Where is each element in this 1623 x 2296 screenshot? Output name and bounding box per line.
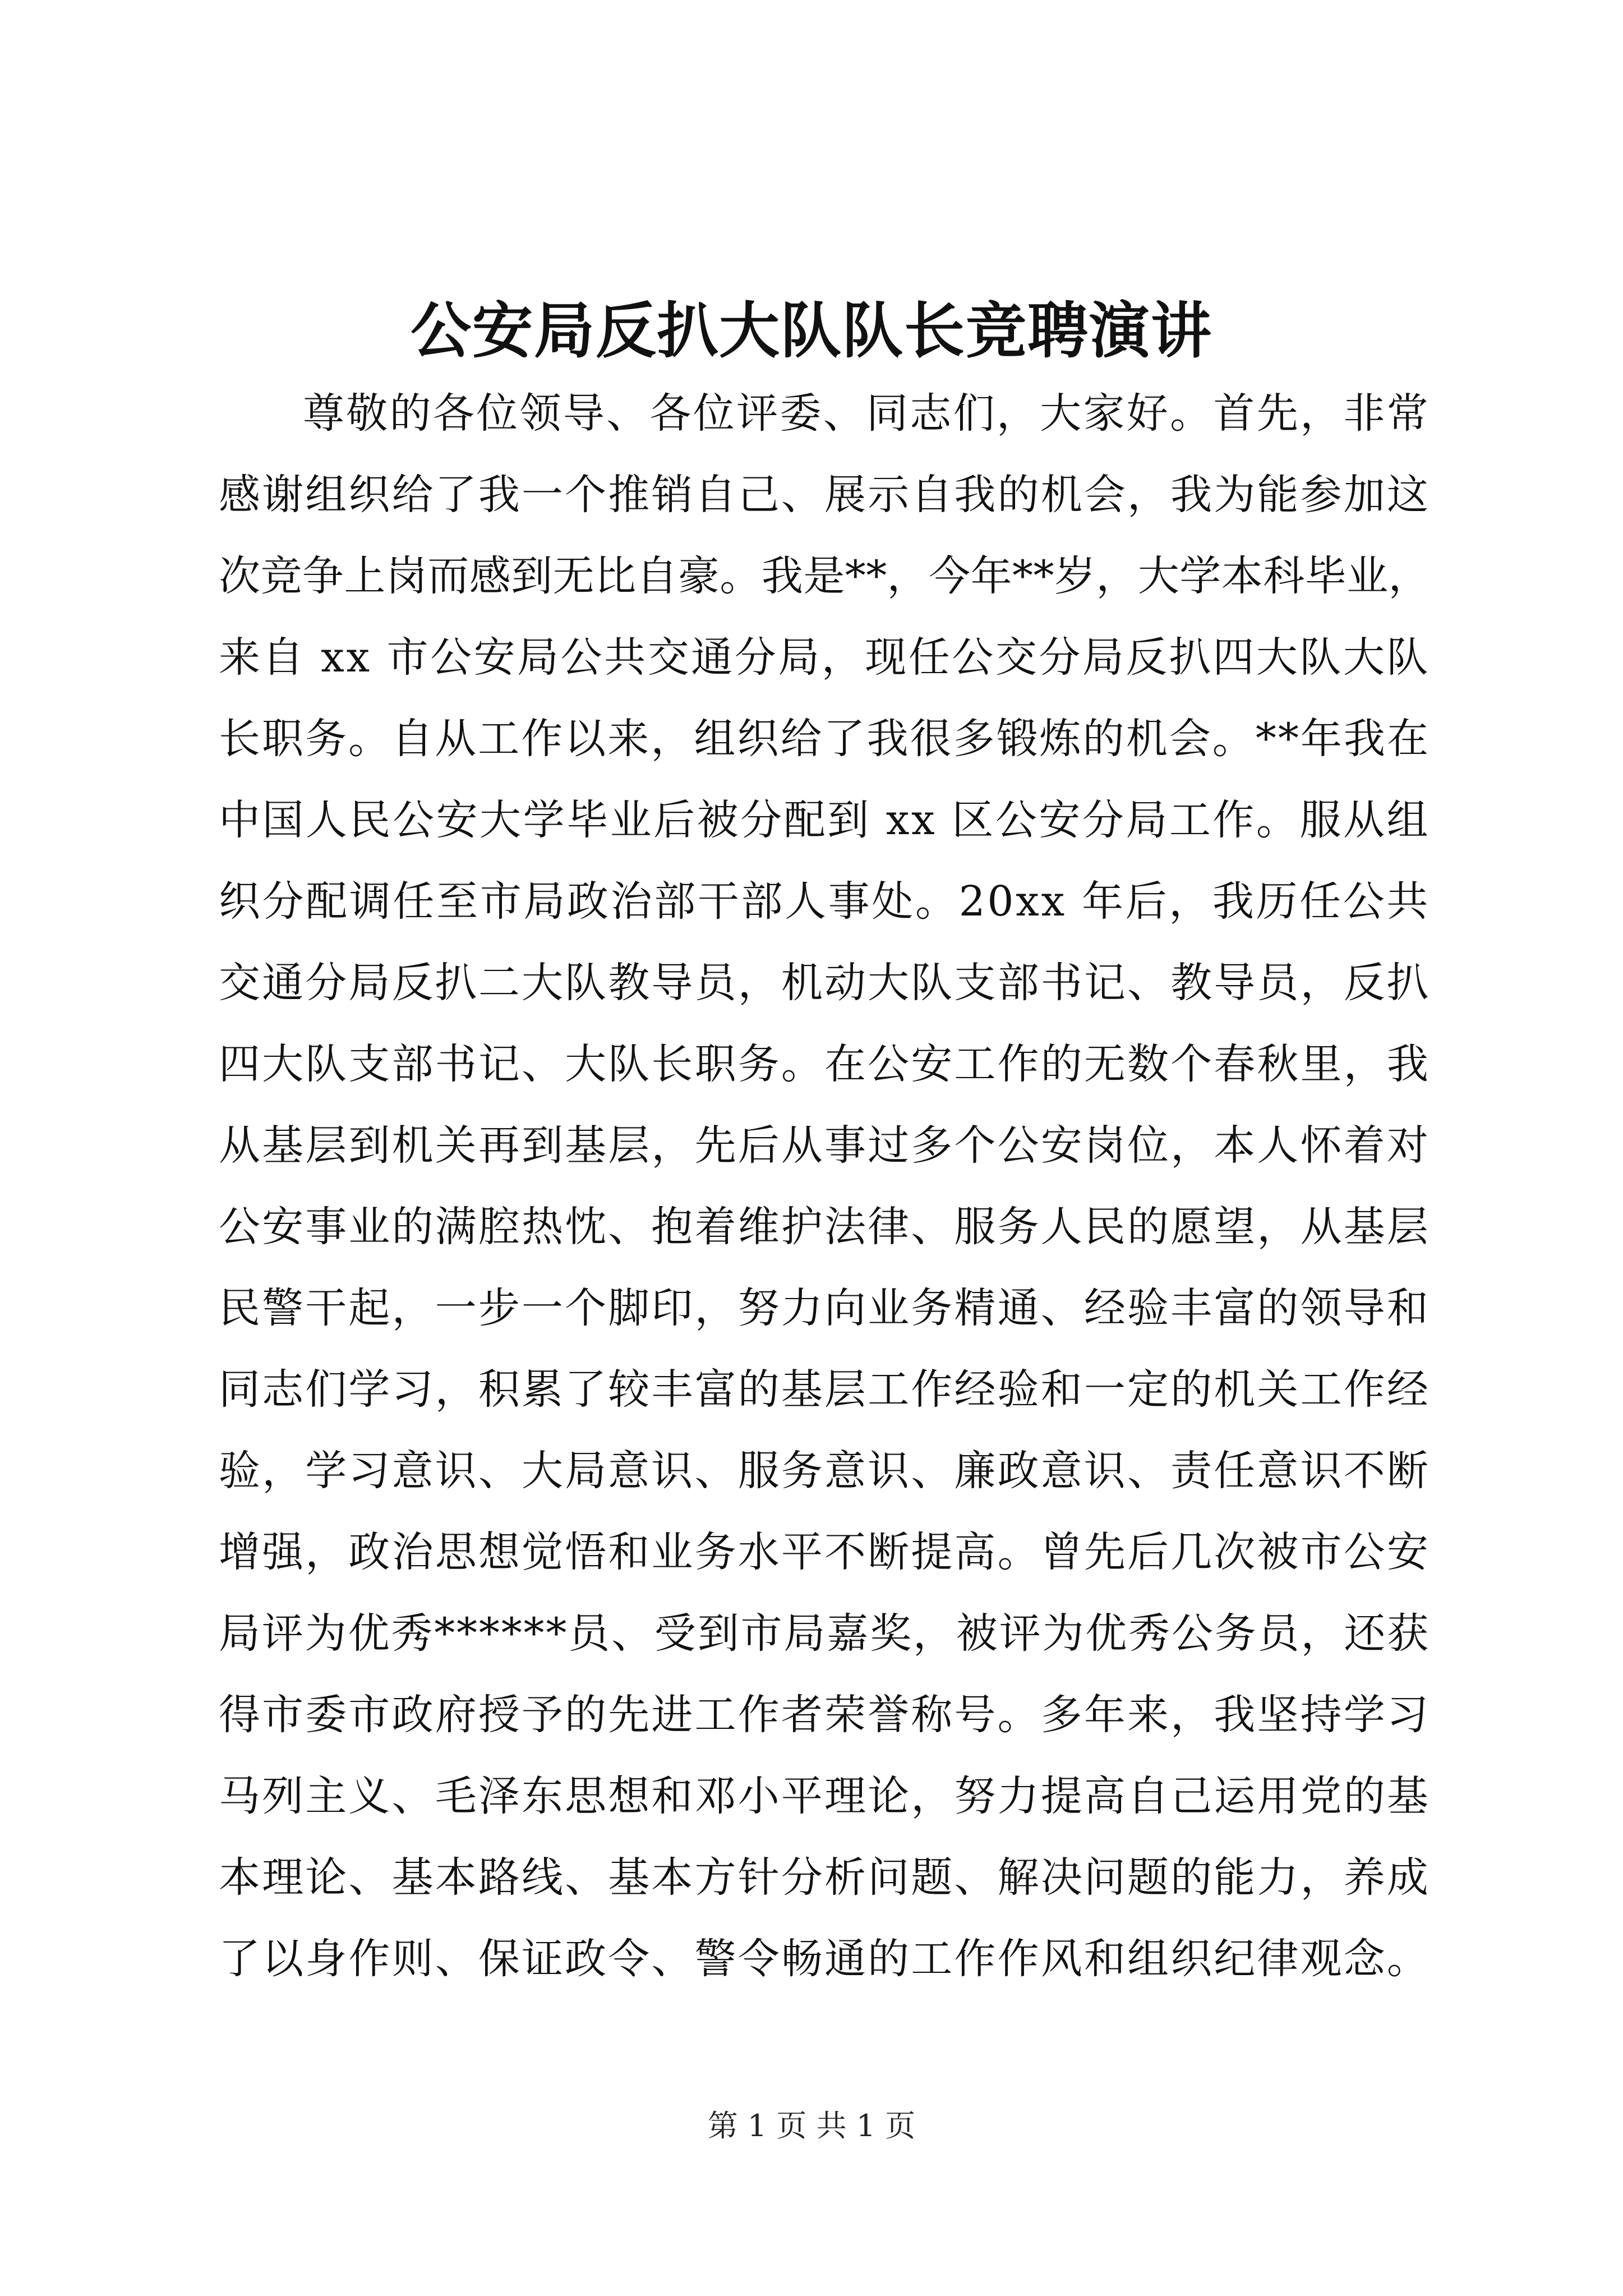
document-title: 公安局反扒大队队长竞聘演讲 [410, 296, 1212, 366]
body-line: 织分配调任至市局政治部干部人事处。20xx 年后，我历任公共 [219, 877, 1430, 926]
body-line: 交通分局反扒二大队教导员，机动大队支部书记、教导员，反扒 [219, 959, 1430, 1007]
body-line: 了以身作则、保证政令、警令畅通的工作作风和组织纪律观念。 [219, 1935, 1430, 1983]
body-line: 验，学习意识、大局意识、服务意识、廉政意识、责任意识不断 [219, 1447, 1430, 1495]
body-line: 同志们学习，积累了较丰富的基层工作经验和一定的机关工作经 [219, 1365, 1430, 1414]
body-line: 马列主义、毛泽东思想和邓小平理论，努力提高自己运用党的基 [219, 1772, 1430, 1820]
body-line: 感谢组织给了我一个推销自己、展示自我的机会，我为能参加这 [219, 471, 1430, 519]
body-line: 尊敬的各位领导、各位评委、同志们，大家好。首先，非常 [303, 389, 1430, 438]
body-line: 次竞争上岗而感到无比自豪。我是**，今年**岁，大学本科毕业， [219, 552, 1430, 600]
body-line: 公安事业的满腔热忱、抱着维护法律、服务人民的愿望，从基层 [219, 1203, 1430, 1251]
document-body [219, 373, 1430, 2000]
body-line: 增强，政治思想觉悟和业务水平不断提高。曾先后几次被市公安 [219, 1528, 1430, 1576]
body-line: 长职务。自从工作以来，组织给了我很多锻炼的机会。**年我在 [219, 715, 1430, 763]
body-line: 民警干起，一步一个脚印，努力向业务精通、经验丰富的领导和 [219, 1284, 1430, 1332]
body-line: 从基层到机关再到基层，先后从事过多个公安岗位，本人怀着对 [219, 1121, 1430, 1170]
body-line: 得市委市政府授予的先进工作者荣誉称号。多年来，我坚持学习 [219, 1691, 1430, 1739]
body-line: 局评为优秀******员、受到市局嘉奖，被评为优秀公务员，还获 [219, 1609, 1430, 1658]
body-line: 中国人民公安大学毕业后被分配到 xx 区公安分局工作。服从组 [219, 796, 1430, 844]
body-line: 四大队支部书记、大队长职务。在公安工作的无数个春秋里，我 [219, 1040, 1430, 1088]
body-line: 来自 xx 市公安局公共交通分局，现任公交分局反扒四大队大队 [219, 633, 1430, 682]
page-number-footer: 第 1 页 共 1 页 [707, 2108, 916, 2143]
body-line: 本理论、基本路线、基本方针分析问题、解决问题的能力，养成 [219, 1853, 1430, 1902]
